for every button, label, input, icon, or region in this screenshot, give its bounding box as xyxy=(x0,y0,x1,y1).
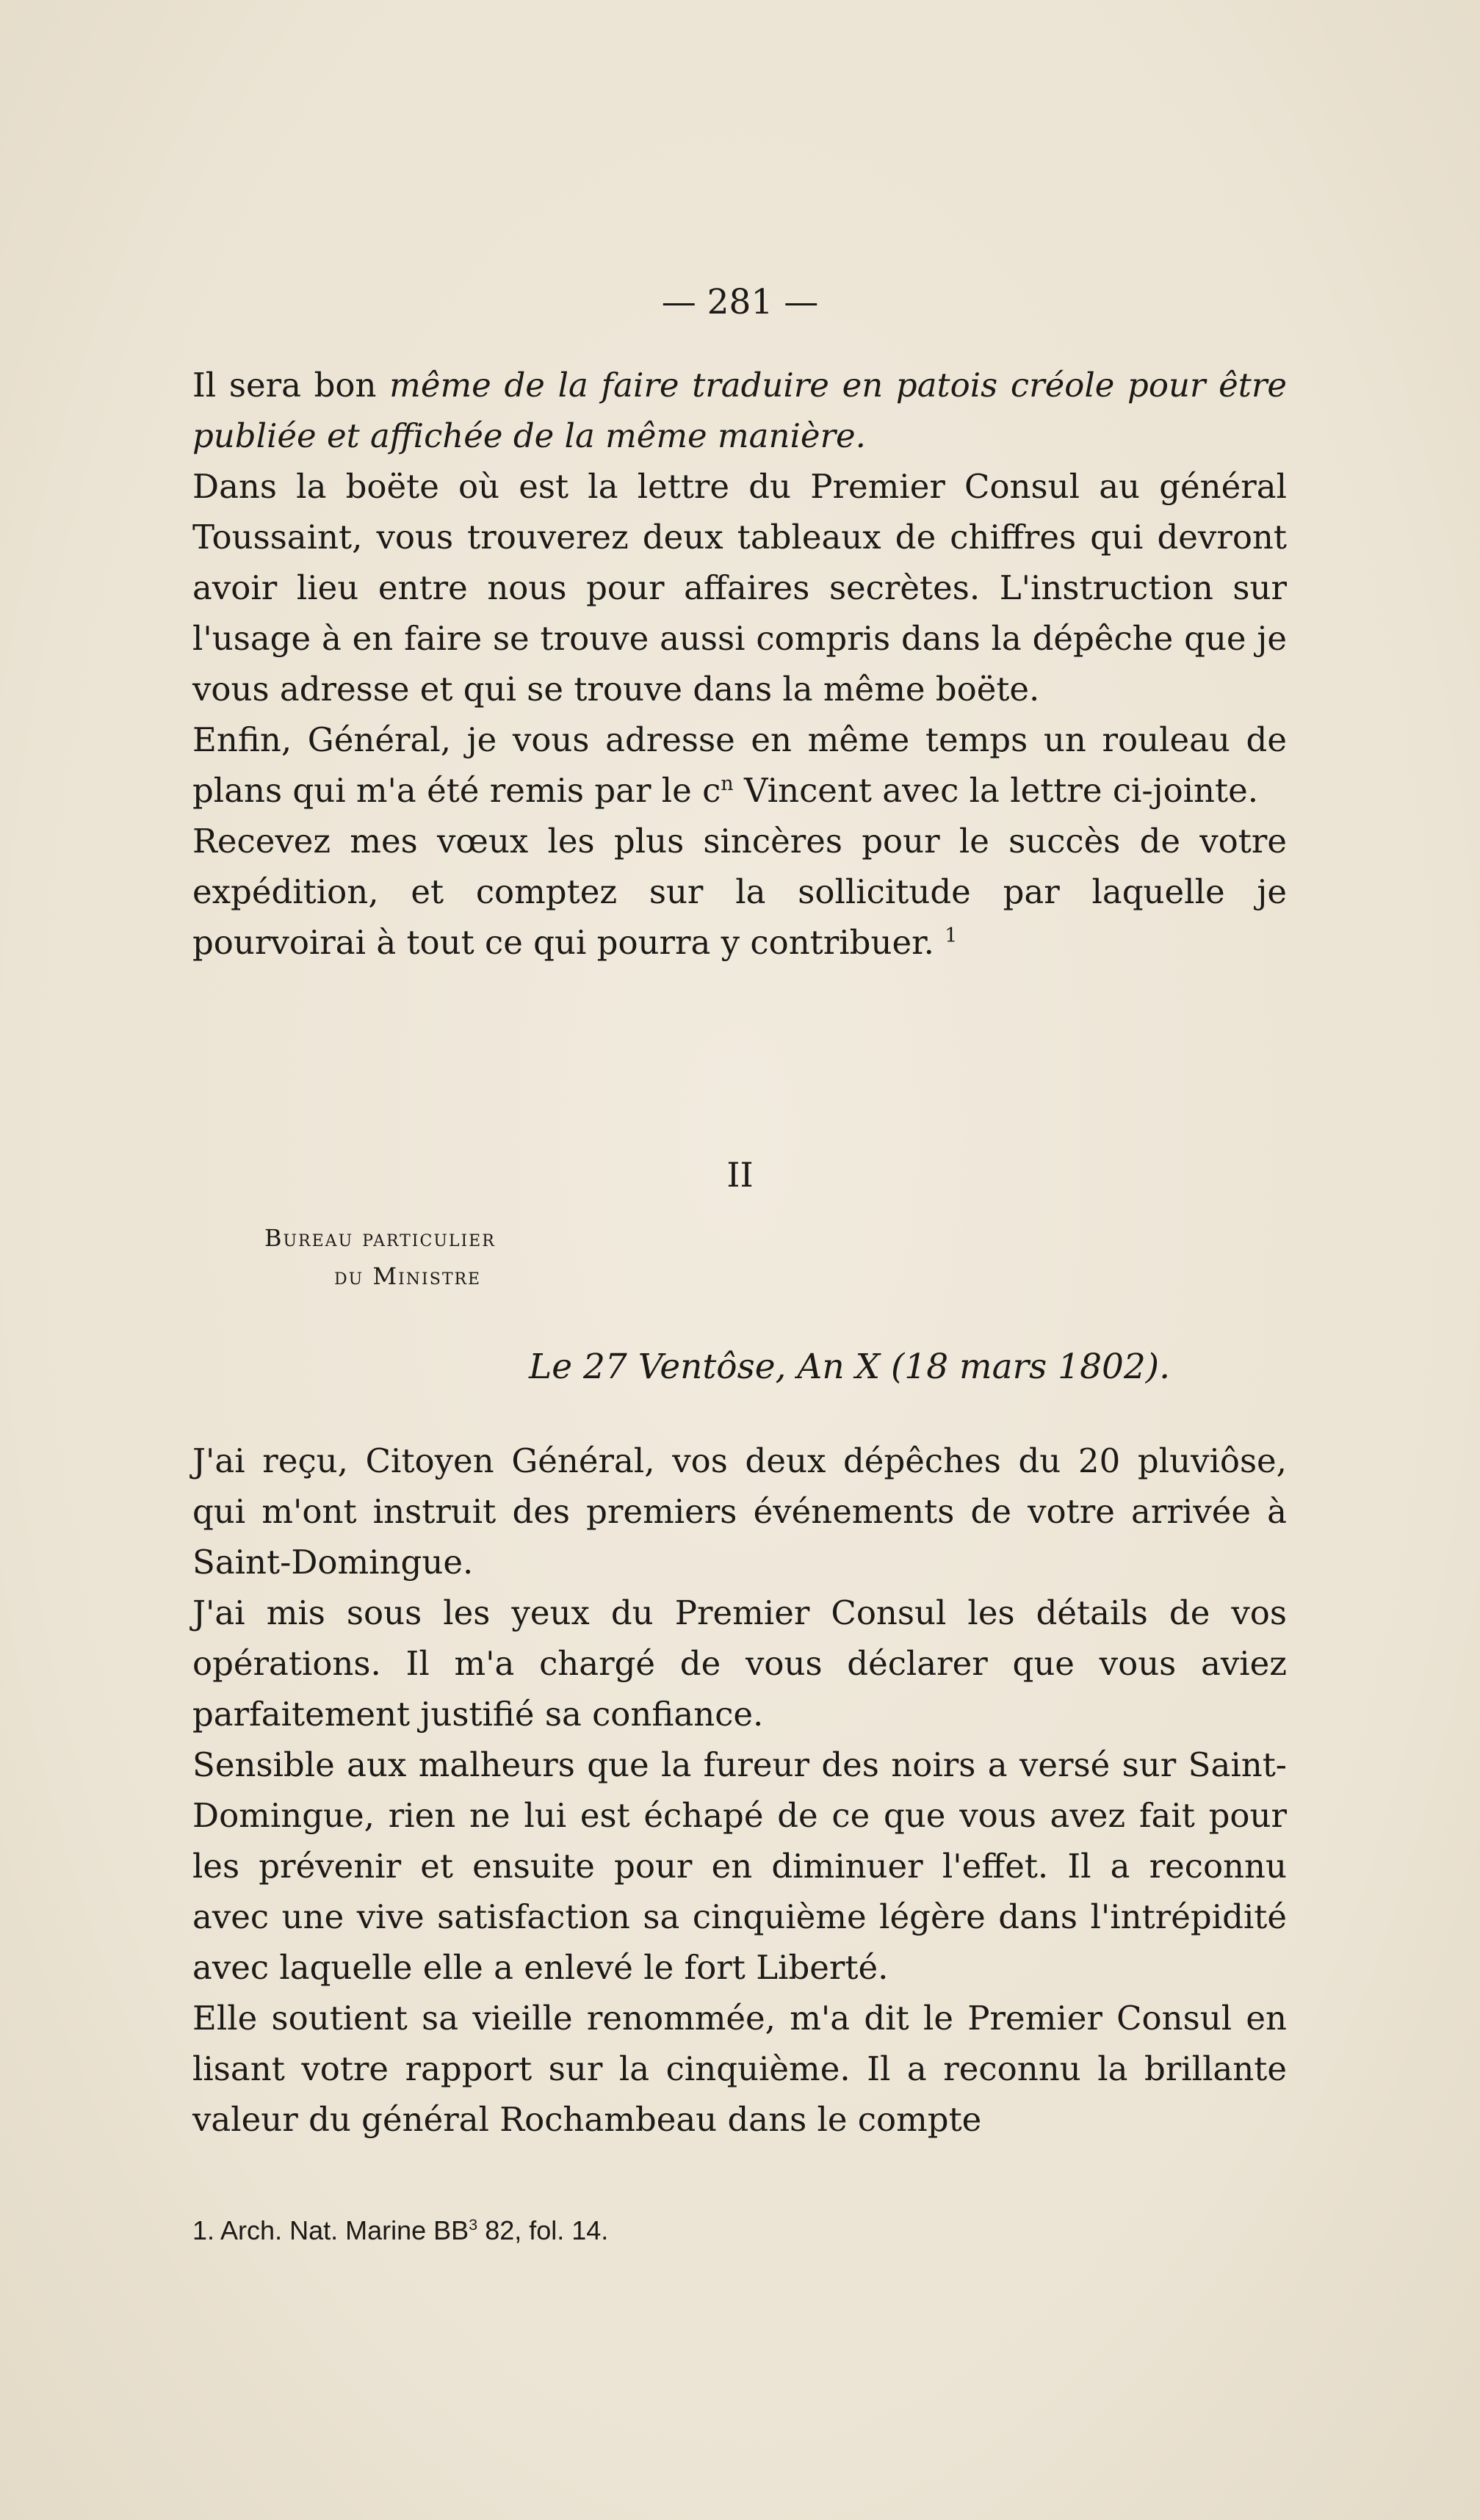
dateline: Le 27 Ventôse, An X (18 mars 1802). xyxy=(529,1347,1171,1387)
top-text-block xyxy=(192,360,1287,968)
text-segment: Il sera bon xyxy=(192,366,390,405)
paragraph xyxy=(192,816,1287,968)
text-segment: Recevez mes vœux les plus sincères pour le succès de votre expédition, et comptez sur la sollicitude par laquelle je pourvoirai à tout ce qui pourra y contribuer. xyxy=(192,822,1287,962)
footnote-rest: 82, fol. 14. xyxy=(477,2215,609,2245)
footnote-reference: 1 xyxy=(945,924,958,947)
page-number: — 281 — xyxy=(661,282,819,322)
paragraph: Elle soutient sa vieille renommée, m'a dit le Premier Consul en lisant votre rapport sur la cinquième. Il a reconnu la brillante valeur du général Rochambeau dans le compte xyxy=(192,1999,1287,2139)
sender-line-2: du Ministre xyxy=(334,1262,482,1290)
footnote-superscript: 3 xyxy=(469,2215,478,2234)
sender-line-1: Bureau particulier xyxy=(264,1224,496,1252)
footnote-marker: 1. xyxy=(192,2215,215,2245)
paragraph xyxy=(192,360,1287,461)
paragraph: J'ai mis sous les yeux du Premier Consul les détails de vos opérations. Il m'a chargé de vous déclarer que vous aviez parfaitement justifié sa confiance. xyxy=(192,1593,1287,1734)
text-segment: Enfin, Général, je vous adresse en même temps un rouleau de plans qui m'a été remis par le c xyxy=(192,720,1287,810)
superscript: n xyxy=(721,772,734,795)
text-segment: Vincent avec la lettre ci-jointe. xyxy=(733,771,1259,810)
footnote xyxy=(192,2212,608,2249)
sender-block xyxy=(264,1219,496,1295)
section-heading: II xyxy=(726,1155,754,1195)
paragraph: J'ai reçu, Citoyen Général, vos deux dépêches du 20 pluviôse, qui m'ont instruit des premiers événements de votre arrivée à Saint-Domingue. xyxy=(192,1441,1287,1582)
footnote-text: Arch. Nat. Marine BB xyxy=(220,2215,469,2245)
text-segment: Dans la boëte où est la lettre du Premier Consul au général Toussaint, vous trouverez deux tableaux de chiffres qui devront avoir lieu entre nous pour affaires secrètes. L'instruction sur l'usage à en faire se trouve aussi compris dans la dépêche que je vous adresse et qui se trouve dans la même boëte. xyxy=(192,467,1287,709)
bottom-text-block xyxy=(192,1435,1287,2145)
paragraph xyxy=(192,714,1287,816)
paragraph xyxy=(192,461,1287,714)
italic-text-segment: même de la faire traduire en patois créole pour être publiée et affichée de la même manière. xyxy=(192,366,1287,455)
paragraph: Sensible aux malheurs que la fureur des noirs a versé sur Saint-Domingue, rien ne lui est échapé de ce que vous avez fait pour les prévenir et ensuite pour en diminuer l'effet. Il a reconnu avec une vive satisfaction sa cinquième légère dans l'intrépidité avec laquelle elle a enlevé le fort Liberté. xyxy=(192,1745,1287,1987)
